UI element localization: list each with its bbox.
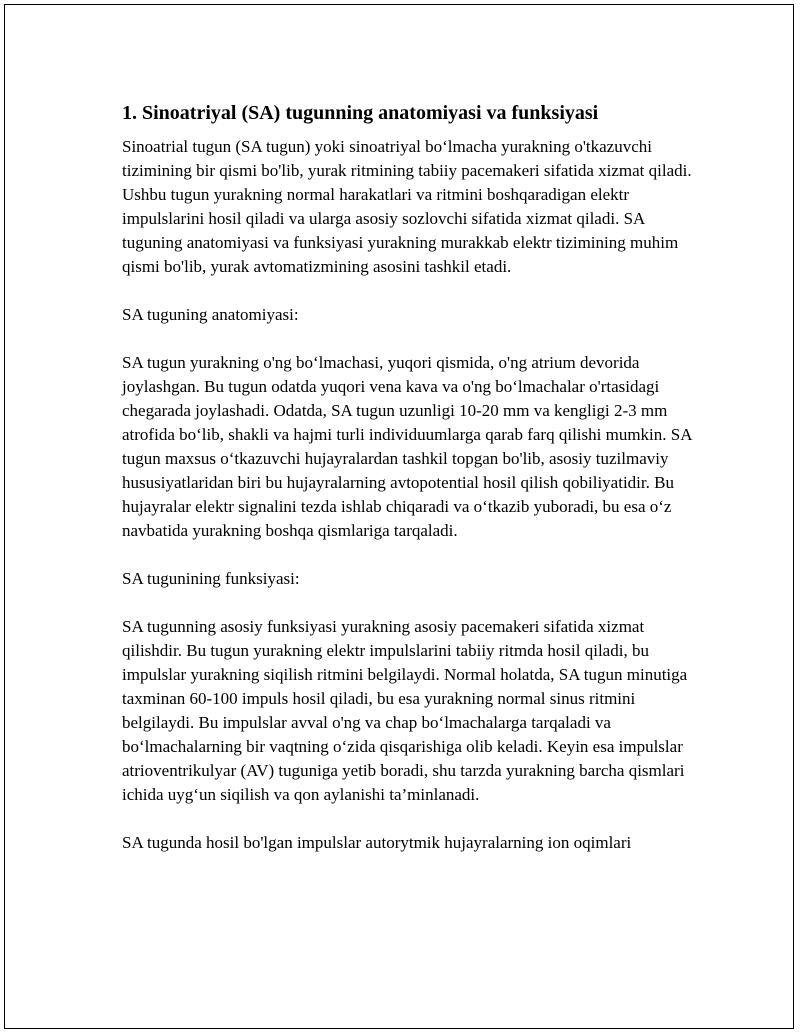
document-page xyxy=(4,4,794,1029)
anatomy-paragraph: SA tugun yurakning o'ng bo‘lmachasi, yuqori qismida, o'ng atrium devorida joylashgan. Bu tugun odatda yuqori vena kava va o'ng bo‘lmachalar o'rtasidagi chegarada joylashadi. Odatda, SA tugun uzunligi 10-20 mm va kengligi 2-3 mm atrofida bo‘lib, shakli va hajmi turli individuumlarga qarab farq qilishi mumkin. SA tugun maxsus o‘tkazuvchi hujayralardan tashkil topgan bo'lib, asosiy tuzilmaviy hususiyatlaridan biri bu hujayralarning avtopotential hosil qilish qobiliyatidir. Bu hujayralar elektr signalini tezda ishlab chiqaradi va o‘tkazib yuboradi, bu esa o‘z navbatida yurakning boshqa qismlariga tarqaladi. xyxy=(122,353,692,540)
intro-paragraph: Sinoatrial tugun (SA tugun) yoki sinoatriyal bo‘lmacha yurakning o'tkazuvchi tizimining bir qismi bo'lib, yurak ritmining tabiiy pacemakeri sifatida xizmat qiladi. Ushbu tugun yurakning normal harakatlari va ritmini boshqaradigan elektr impulslarini hosil qiladi va ularga asosiy sozlovchi sifatida xizmat qiladi. SA tuguning anatomiyasi va funksiyasi yurakning murakkab elektr tizimining muhim qismi bo'lib, yurak avtomatizmining asosini tashkil etadi. xyxy=(122,137,692,276)
anatomy-subheading: SA tuguning anatomiyasi: xyxy=(122,305,299,324)
section-heading: 1. Sinoatriyal (SA) tugunning anatomiyasi va funksiyasi xyxy=(122,102,599,124)
impulse-paragraph: SA tugunda hosil bo'lgan impulslar autorytmik hujayralarning ion oqimlari xyxy=(122,833,632,852)
document-body xyxy=(122,100,702,879)
function-subheading: SA tugunining funksiyasi: xyxy=(122,569,300,588)
function-paragraph: SA tugunning asosiy funksiyasi yurakning asosiy pacemakeri sifatida xizmat qilishdir. Bu tugun yurakning elektr impulslarini tabiiy ritmda hosil qiladi, bu impulslar yurakning siqilish ritmini belgilaydi. Normal holatda, SA tugun minutiga taxminan 60-100 impuls hosil qiladi, bu esa yurakning normal sinus ritmini belgilaydi. Bu impulslar avval o'ng va chap bo‘lmachalarga tarqaladi va bo‘lmachalarning bir vaqtning o‘zida qisqarishiga olib keladi. Keyin esa impulslar atrioventrikulyar (AV) tuguniga yetib boradi, shu tarzda yurakning barcha qismlari ichida uyg‘un siqilish va qon aylanishi ta’minlanadi. xyxy=(122,617,688,804)
